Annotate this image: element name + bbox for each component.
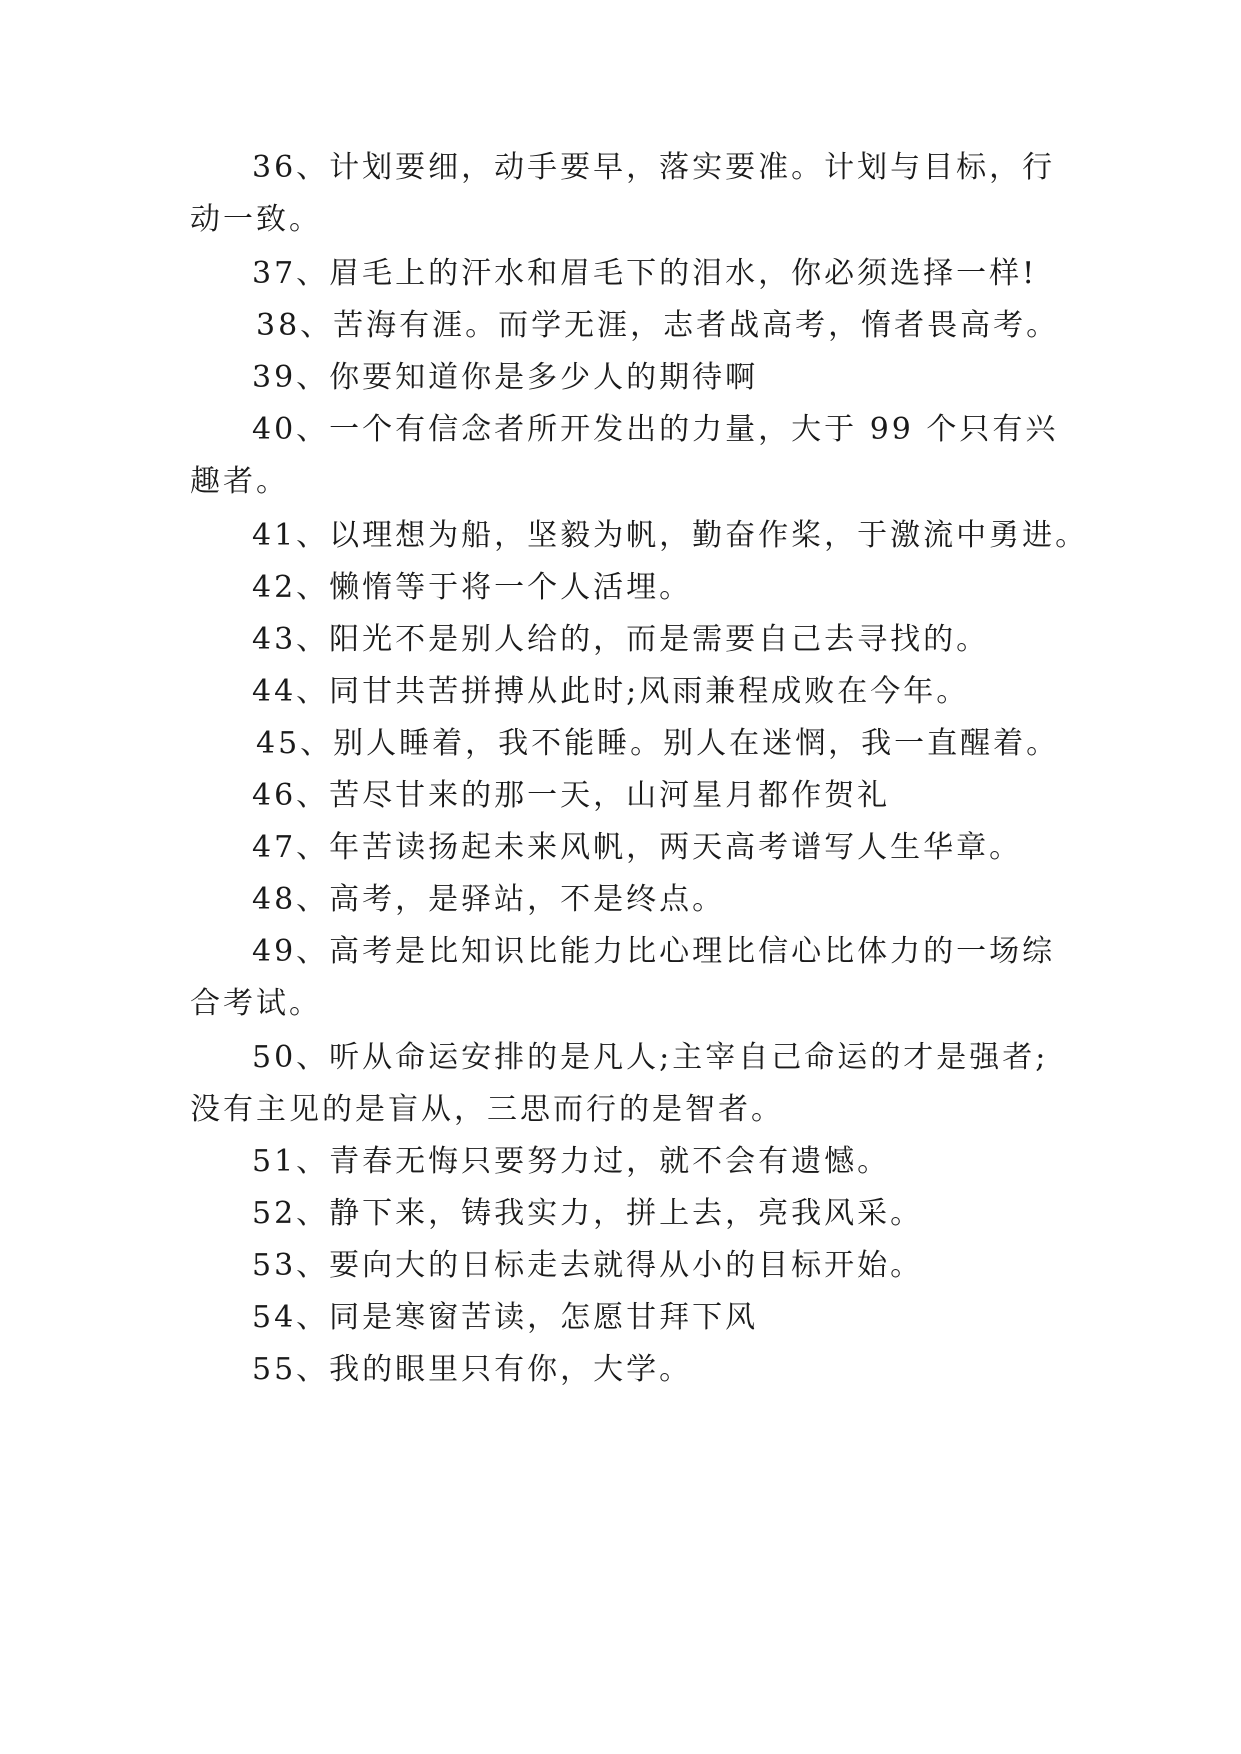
text-line: 44、同甘共苦拼搏从此时;风雨兼程成败在今年。 [252,674,970,709]
text-line: 趣者。 [190,464,289,499]
text-line: 54、同是寒窗苦读，怎愿甘拜下风 [252,1300,759,1335]
text-line: 49、高考是比知识比能力比心理比信心比体力的一场综 [252,934,1056,969]
text-line: 43、阳光不是别人给的，而是需要自己去寻找的。 [252,622,990,657]
text-line: 51、青春无悔只要努力过，就不会有遗憾。 [252,1144,891,1179]
text-line: 37、眉毛上的汗水和眉毛下的泪水，你必须选择一样! [252,256,1038,291]
text-line: 45、别人睡着，我不能睡。别人在迷惘，我一直醒着。 [256,726,1060,761]
text-line: 41、以理想为船，坚毅为帆，勤奋作桨，于激流中勇进。 [252,518,1089,553]
text-line: 53、要向大的日标走去就得从小的目标开始。 [252,1248,924,1283]
text-line: 36、计划要细，动手要早，落实要准。计划与目标，行 [252,150,1056,185]
text-line: 52、静下来，铸我实力，拼上去，亮我风采。 [252,1196,924,1231]
text-line: 47、年苦读扬起未来风帆，两天高考谱写人生华章。 [252,830,1023,865]
text-line: 38、苦海有涯。而学无涯，志者战高考，惰者畏高考。 [256,308,1060,343]
text-line: 42、懒惰等于将一个人活埋。 [252,570,693,605]
text-line: 合考试。 [190,986,322,1021]
text-line: 39、你要知道你是多少人的期待啊 [252,360,759,395]
text-line: 没有主见的是盲从，三思而行的是智者。 [190,1092,784,1127]
text-line: 40、一个有信念者所开发出的力量，大于 99 个只有兴 [252,412,1059,447]
text-line: 46、苦尽甘来的那一天，山河星月都作贺礼 [252,778,891,813]
text-line: 48、高考，是驿站，不是终点。 [252,882,726,917]
text-line: 动一致。 [190,202,322,237]
text-line: 55、我的眼里只有你，大学。 [252,1352,693,1387]
text-line: 50、听从命运安排的是凡人;主宰自己命运的才是强者; [252,1040,1049,1075]
